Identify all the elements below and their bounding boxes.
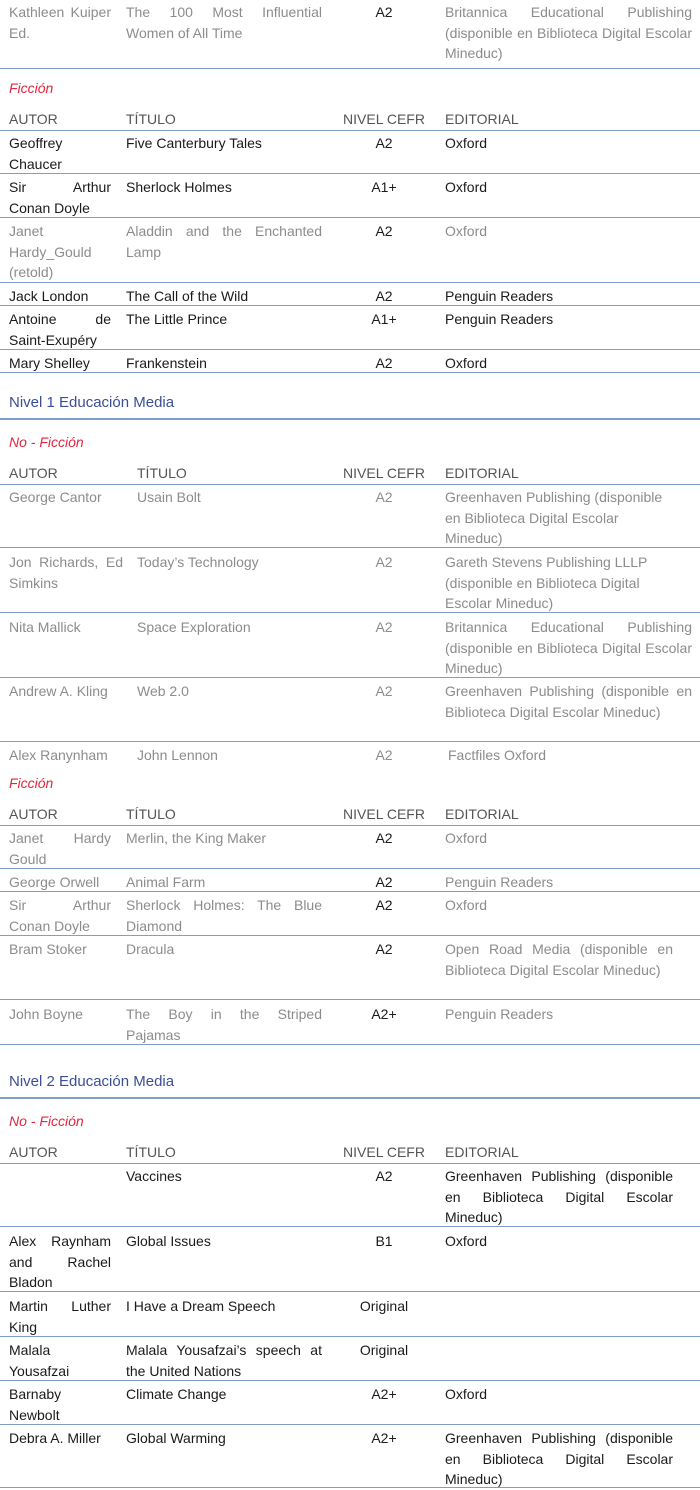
header-title: TÍTULO [126,1144,176,1160]
table-header [0,462,700,485]
author-cell: George Cantor [9,489,102,505]
author-cell: George Orwell [9,874,100,890]
header-author: AUTOR [9,111,58,127]
publisher-cell: Penguin Readers [445,874,554,890]
author-cell: Barnaby Newbolt [9,1386,62,1423]
author-cell: Alex Raynham and Rachel Bladon [9,1233,111,1290]
title-cell: The 100 Most Influential Women of All Time [126,4,322,41]
table-row [0,893,700,936]
level-cell: A2 [375,135,393,151]
publisher-cell: Oxford [445,223,488,239]
level-cell: Original [359,1342,409,1358]
table-row [0,485,700,548]
header-publisher: EDITORIAL [445,465,519,481]
title-cell: Climate Change [126,1386,227,1402]
table-row [0,1426,700,1488]
header-title: TÍTULO [137,465,187,481]
table-row [0,826,700,869]
title-cell: Usain Bolt [137,489,201,505]
level-cell: A2 [375,874,393,890]
level-cell: B1 [375,1233,393,1249]
publisher-cell: Oxford [445,1386,488,1402]
header-author: AUTOR [9,1144,58,1160]
table-row [0,284,700,306]
title-cell: Malala Yousafzai’s speech at the United Nations [126,1342,322,1379]
table-row [0,1382,700,1425]
table-row [0,937,700,1000]
author-cell: Sir Arthur Conan Doyle [9,179,111,216]
title-cell: Web 2.0 [137,683,189,699]
publisher-cell: Penguin Readers [445,288,554,304]
author-cell: Debra A. Miller [9,1430,101,1446]
author-cell: John Boyne [9,1006,83,1022]
author-cell: Antoine de Saint-Exupéry [9,311,111,348]
author-cell: Jack London [9,288,89,304]
table-header [0,108,700,131]
author-cell: Andrew A. Kling [9,683,108,699]
level-cell: A2 [375,4,393,20]
table-row [0,131,700,174]
header-publisher: EDITORIAL [445,1144,519,1160]
level-cell: A2 [375,830,393,846]
title-cell: Sherlock Holmes [126,179,232,195]
author-cell: Alex Ranynham [9,747,108,763]
author-cell: Mary Shelley [9,355,90,371]
publisher-cell: Penguin Readers [445,311,554,327]
title-cell: Dracula [126,941,175,957]
level-cell: A2 [375,683,393,699]
title-cell: The Boy in the Striped Pajamas [126,1006,322,1043]
title-cell: Animal Farm [126,874,206,890]
level-cell: A2 [375,223,393,239]
table-row [0,1229,700,1292]
publisher-cell: Oxford [445,135,488,151]
author-cell: Nita Mallick [9,619,81,635]
publisher-cell: Britannica Educational Publishing (disponible en Biblioteca Digital Escolar Mineduc) [445,4,692,61]
title-cell: John Lennon [137,747,218,763]
author-cell: Janet Hardy Gould [9,830,111,867]
title-cell: The Call of the Wild [126,288,249,304]
level-cell: Original [359,1298,409,1314]
author-cell: Malala Yousafzai [9,1342,70,1379]
table-row [0,1338,700,1381]
level-heading-nivel-1: Nivel 1 Educación Media [0,392,700,420]
level-cell: A2 [375,747,393,763]
table-row [0,1002,700,1045]
title-cell: Frankenstein [126,355,207,371]
level-cell: A2 [375,288,393,304]
header-author: AUTOR [9,465,58,481]
author-cell: Martin Luther King [9,1298,111,1335]
publisher-cell: Greenhaven Publishing (disponible en Biblioteca Digital Escolar Mineduc) [445,1168,673,1225]
publisher-cell: Greenhaven Publishing (disponible en Biblioteca Digital Escolar Mineduc) [445,489,663,546]
publisher-cell: Factfiles Oxford [448,747,547,763]
publisher-cell: Britannica Educational Publishing (disponible en Biblioteca Digital Escolar Mineduc) [445,619,692,676]
author-cell: Sir Arthur Conan Doyle [9,897,111,934]
header-author: AUTOR [9,806,58,822]
table-row [0,615,700,678]
header-level: NIVEL CEFR [343,465,425,481]
table-row [0,743,700,767]
table-row [0,351,700,373]
title-cell: Aladdin and the Enchanted Lamp [126,223,322,260]
header-level: NIVEL CEFR [343,806,425,822]
publisher-cell: Oxford [445,897,488,913]
title-cell: Five Canterbury Tales [126,135,262,151]
publisher-cell: Oxford [445,1233,488,1249]
table-row [0,679,700,742]
publisher-cell: Greenhaven Publishing (disponible en Biblioteca Digital Escolar Mineduc) [445,1430,673,1487]
publisher-cell: Oxford [445,830,488,846]
publisher-cell: Oxford [445,355,488,371]
title-cell: The Little Prince [126,311,228,327]
category-label-fiction: Ficción [9,775,54,791]
level-cell: A1+ [371,179,397,195]
table-row [0,175,700,218]
header-title: TÍTULO [126,806,176,822]
level-cell: A2+ [371,1006,397,1022]
level-cell: A2 [375,619,393,635]
header-publisher: EDITORIAL [445,806,519,822]
level-cell: A2 [375,355,393,371]
table-row [0,870,700,892]
title-cell: Merlin, the King Maker [126,830,267,846]
author-cell: Jon Richards, Ed Simkins [9,554,123,591]
level-heading-nivel-2: Nivel 2 Educación Media [0,1071,700,1099]
category-label-nonfiction: No - Ficción [9,1113,84,1129]
author-cell: Geoffrey Chaucer [9,135,63,172]
header-level: NIVEL CEFR [343,1144,425,1160]
publisher-cell: Oxford [445,179,488,195]
level-cell: A2 [375,941,393,957]
level-cell: A2 [375,554,393,570]
title-cell: Today’s Technology [137,554,259,570]
title-cell: Vaccines [126,1168,182,1184]
level-cell: A1+ [371,311,397,327]
level-cell: A2+ [371,1386,397,1402]
table-row [0,1164,700,1227]
header-title: TÍTULO [126,111,176,127]
title-cell: Sherlock Holmes: The Blue Diamond [126,897,322,934]
category-label-nonfiction: No - Ficción [9,434,84,450]
title-cell: Global Warming [126,1430,226,1446]
table-header [0,1141,700,1164]
table-row [0,307,700,350]
publisher-cell: Greenhaven Publishing (disponible en Biblioteca Digital Escolar Mineduc) [445,683,692,720]
table-row [0,1294,700,1337]
publisher-cell: Penguin Readers [445,1006,554,1022]
header-level: NIVEL CEFR [343,111,425,127]
title-cell: Global Issues [126,1233,211,1249]
category-label-fiction: Ficción [9,80,54,96]
table-row [0,550,700,613]
author-cell: Bram Stoker [9,941,87,957]
publisher-cell: Open Road Media (disponible en Biblioteca Digital Escolar Mineduc) [445,941,673,978]
header-publisher: EDITORIAL [445,111,519,127]
level-cell: A2 [375,897,393,913]
publisher-cell: Gareth Stevens Publishing LLLP (disponible en Biblioteca Digital Escolar Mineduc) [445,554,648,611]
title-cell: Space Exploration [137,619,251,635]
level-cell: A2 [375,489,393,505]
title-cell: I Have a Dream Speech [126,1298,276,1314]
table-header [0,803,700,826]
table-row [0,219,700,283]
table-row [0,0,700,69]
level-cell: A2 [375,1168,393,1184]
author-cell: Janet Hardy_Gould (retold) [9,223,92,280]
level-cell: A2+ [371,1430,397,1446]
author-cell: Kathleen Kuiper Ed. [9,4,111,41]
